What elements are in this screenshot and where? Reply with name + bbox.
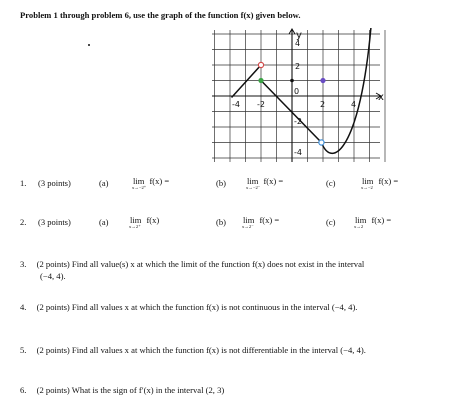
problem-4-text: (2 points) Find all values x at which the function f(x) is not continuous in the interval (−4, 4). (36, 302, 358, 312)
lim-expr: f(x) = (378, 176, 399, 186)
problem-2a-limit (129, 215, 160, 229)
y-axis-label: y (296, 30, 302, 41)
x-axis-label: x (378, 92, 384, 103)
problem-4 (20, 301, 357, 313)
open-point-red (258, 62, 263, 67)
problem-3-text-line2: (−4, 4). (40, 271, 66, 281)
lim-word: lim (355, 215, 367, 225)
lim-word: lim (133, 176, 145, 186)
problem-5-text: (2 points) Find all values x at which the function f(x) is not differentiable in the interval (−4, 4). (36, 345, 366, 355)
lim-expr: f(x) = (263, 176, 284, 186)
stray-dot (88, 44, 90, 46)
problem-2c-label: (c) (326, 217, 336, 227)
problem-2b-limit (242, 215, 280, 229)
tick-label: 2 (295, 62, 301, 71)
lim-expr: f(x) = (149, 176, 170, 186)
problem-6 (20, 384, 224, 396)
problem-1a-label: (a) (99, 178, 109, 188)
lim-subscript: x→2⁻ (242, 224, 254, 229)
lim-word: lim (247, 176, 259, 186)
function-graph (210, 28, 390, 166)
lim-subscript: x→−2⁺ (132, 185, 147, 190)
open-point-blue (319, 140, 324, 145)
lim-subscript: x→2 (354, 224, 364, 229)
problem-5-number: 5. (20, 345, 27, 355)
tick-label: 4 (295, 39, 301, 48)
problem-2-number: 2. (20, 217, 27, 227)
graph-curves (232, 28, 371, 153)
tick-label: -2 (294, 117, 302, 126)
lim-word: lim (130, 215, 142, 225)
problem-2b-label: (b) (216, 217, 226, 227)
problem-1-points: (3 points) (38, 178, 71, 188)
problem-1-number: 1. (20, 178, 27, 188)
tick-label: -2 (257, 100, 265, 109)
problem-1c-limit (361, 176, 399, 190)
page-header: Problem 1 through problem 6, use the graph of the function f(x) given below. (20, 10, 301, 20)
problem-1c-label: (c) (326, 178, 336, 188)
problem-2a-label: (a) (99, 217, 109, 227)
lim-expr: f(x) = (371, 215, 392, 225)
lim-subscript: x→−2 (361, 185, 373, 190)
problem-1b-label: (b) (216, 178, 226, 188)
lim-word: lim (362, 176, 374, 186)
problem-1b-limit (246, 176, 284, 190)
problem-3-text: (2 points) Find all value(s) x at which the limit of the function f(x) does not exist in the interval (36, 259, 365, 269)
closed-point-purple (320, 78, 325, 83)
tick-label: -4 (232, 100, 240, 109)
problem-4-number: 4. (20, 302, 27, 312)
problem-5 (20, 344, 366, 356)
tick-label: 4 (351, 100, 357, 109)
tick-label: -4 (294, 148, 302, 157)
left-segment (232, 65, 261, 98)
tick-label: 2 (320, 100, 326, 109)
lim-expr: f(x) = (259, 215, 280, 225)
problem-3-number: 3. (20, 259, 27, 269)
parabola-curve (321, 28, 371, 153)
problem-1a-limit (132, 176, 170, 190)
lim-expr: f(x) (146, 215, 160, 225)
origin-label: 0 (294, 87, 300, 96)
lim-subscript: x→2⁺ (129, 224, 141, 229)
problem-2c-limit (354, 215, 392, 229)
closed-point-green (258, 78, 263, 83)
problem-6-text: (2 points) What is the sign of f′(x) in the interval (2, 3) (36, 385, 225, 395)
problem-2-points: (3 points) (38, 217, 71, 227)
lim-subscript: x→−2⁻ (246, 185, 261, 190)
problem-3 (20, 258, 364, 270)
closed-point-black (290, 79, 294, 83)
lim-word: lim (243, 215, 255, 225)
problem-6-number: 6. (20, 385, 27, 395)
